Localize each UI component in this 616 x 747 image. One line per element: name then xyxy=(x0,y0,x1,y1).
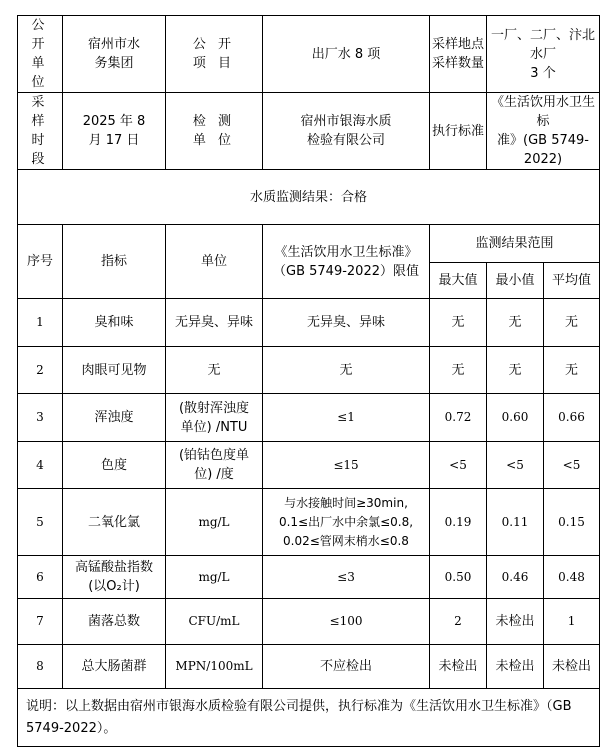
row-min: 0.46 xyxy=(487,556,544,599)
row-indicator: 总大肠菌群 xyxy=(63,645,166,689)
row-max: 0.72 xyxy=(430,394,487,442)
row-unit: MPN/100mL xyxy=(166,645,263,689)
row-index: 6 xyxy=(18,556,63,599)
row-avg: 0.15 xyxy=(544,489,600,556)
row-index: 8 xyxy=(18,645,63,689)
row-max: 未检出 xyxy=(430,645,487,689)
row-avg: 0.48 xyxy=(544,556,600,599)
row-limit: ≤1 xyxy=(263,394,430,442)
public-unit-value: 宿州市水 务集团 xyxy=(63,16,166,93)
row-avg: <5 xyxy=(544,442,600,489)
row-limit: ≤3 xyxy=(263,556,430,599)
row-unit: mg/L xyxy=(166,489,263,556)
row-max: 0.50 xyxy=(430,556,487,599)
row-unit: mg/L xyxy=(166,556,263,599)
row-avg: 0.66 xyxy=(544,394,600,442)
col-avg-header: 平均值 xyxy=(544,263,600,299)
row-index: 7 xyxy=(18,599,63,645)
sampling-value: 一厂、二厂、汴北水厂 3 个 xyxy=(487,16,600,93)
row-avg: 1 xyxy=(544,599,600,645)
water-quality-report xyxy=(17,15,599,747)
row-limit: ≤15 xyxy=(263,442,430,489)
col-unit-header: 单位 xyxy=(166,225,263,299)
standard-value: 《生活饮用水卫生标 准》(GB 5749-2022) xyxy=(487,93,600,170)
row-avg: 无 xyxy=(544,347,600,394)
row-min: 未检出 xyxy=(487,599,544,645)
col-min-header: 最小值 xyxy=(487,263,544,299)
table-row xyxy=(18,394,600,442)
row-max: 无 xyxy=(430,347,487,394)
testing-unit-value: 宿州市银海水质 检验有限公司 xyxy=(263,93,430,170)
row-limit: 与水接触时间≥30min, 0.1≤出厂水中余氯≤0.8, 0.02≤管网末梢水≤0.8 xyxy=(263,489,430,556)
col-range-header: 监测结果范围 xyxy=(430,225,600,263)
row-min: 0.60 xyxy=(487,394,544,442)
row-limit: ≤100 xyxy=(263,599,430,645)
row-max: 0.19 xyxy=(430,489,487,556)
row-limit: 无异臭、异味 xyxy=(263,299,430,347)
col-indicator-header: 指标 xyxy=(63,225,166,299)
table-row xyxy=(18,347,600,394)
row-index: 2 xyxy=(18,347,63,394)
row-min: 0.11 xyxy=(487,489,544,556)
row-limit: 无 xyxy=(263,347,430,394)
row-min: 无 xyxy=(487,347,544,394)
row-max: <5 xyxy=(430,442,487,489)
row-avg: 未检出 xyxy=(544,645,600,689)
row-index: 4 xyxy=(18,442,63,489)
public-project-label: 公 开 项 目 xyxy=(166,16,263,93)
table-row xyxy=(18,556,600,599)
row-unit: (铂钴色度单 位) /度 xyxy=(166,442,263,489)
report-table xyxy=(17,15,600,747)
standard-label: 执行标准 xyxy=(430,93,487,170)
row-unit: CFU/mL xyxy=(166,599,263,645)
table-row xyxy=(18,442,600,489)
table-row xyxy=(18,599,600,645)
table-row xyxy=(18,489,600,556)
testing-unit-label: 检 测 单 位 xyxy=(166,93,263,170)
col-limit-header: 《生活饮用水卫生标准》 （GB 5749-2022）限值 xyxy=(263,225,430,299)
sampling-label: 采样地点 采样数量 xyxy=(430,16,487,93)
row-max: 无 xyxy=(430,299,487,347)
row-indicator: 菌落总数 xyxy=(63,599,166,645)
public-unit-label: 公 开 单 位 xyxy=(18,16,63,93)
row-indicator: 色度 xyxy=(63,442,166,489)
row-indicator: 高锰酸盐指数 (以O₂计) xyxy=(63,556,166,599)
row-index: 3 xyxy=(18,394,63,442)
col-max-header: 最大值 xyxy=(430,263,487,299)
row-min: <5 xyxy=(487,442,544,489)
sampling-period-value: 2025 年 8 月 17 日 xyxy=(63,93,166,170)
table-row xyxy=(18,645,600,689)
row-unit: (散射浑浊度 单位) /NTU xyxy=(166,394,263,442)
row-indicator: 浑浊度 xyxy=(63,394,166,442)
row-min: 未检出 xyxy=(487,645,544,689)
report-note: 说明：以上数据由宿州市银海水质检验有限公司提供，执行标准为《生活饮用水卫生标准》（GB 5749-2022）。 xyxy=(18,689,600,747)
row-unit: 无 xyxy=(166,347,263,394)
row-min: 无 xyxy=(487,299,544,347)
table-row xyxy=(18,299,600,347)
public-project-value: 出厂水 8 项 xyxy=(263,16,430,93)
result-line: 水质监测结果：合格 xyxy=(18,170,600,225)
row-avg: 无 xyxy=(544,299,600,347)
row-indicator: 二氧化氯 xyxy=(63,489,166,556)
sampling-period-label: 采 样 时 段 xyxy=(18,93,63,170)
row-indicator: 肉眼可见物 xyxy=(63,347,166,394)
col-index-header: 序号 xyxy=(18,225,63,299)
row-limit: 不应检出 xyxy=(263,645,430,689)
row-max: 2 xyxy=(430,599,487,645)
row-unit: 无异臭、异味 xyxy=(166,299,263,347)
row-index: 1 xyxy=(18,299,63,347)
row-index: 5 xyxy=(18,489,63,556)
row-indicator: 臭和味 xyxy=(63,299,166,347)
